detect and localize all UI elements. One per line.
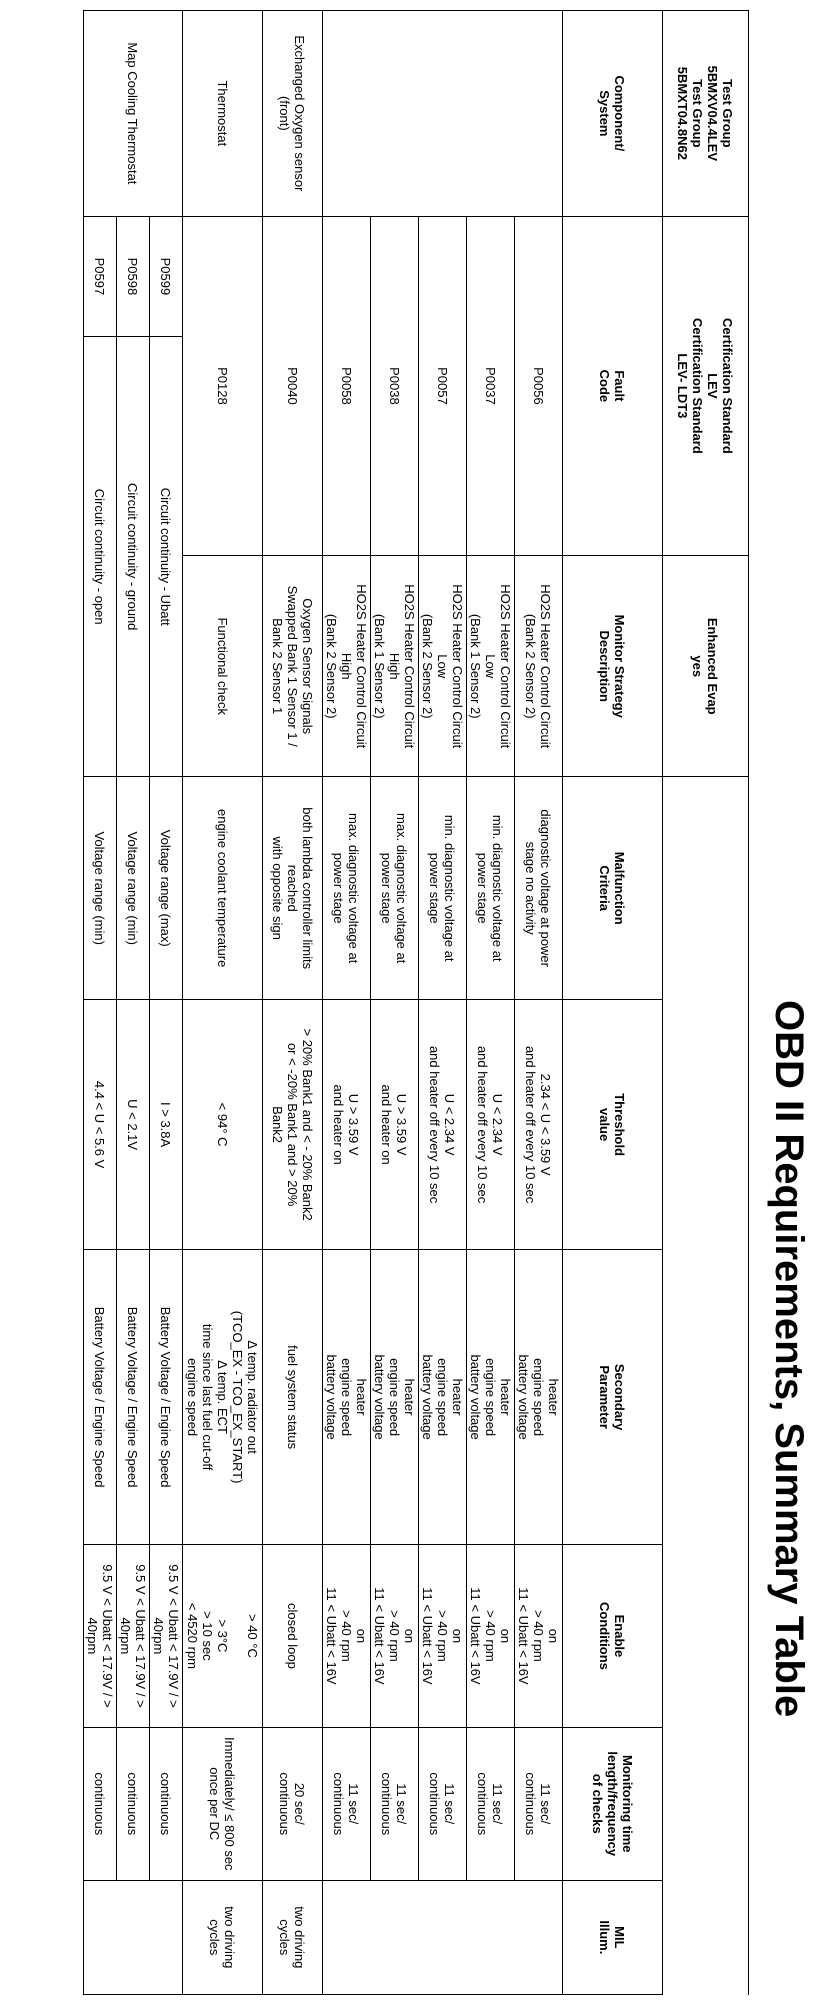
malfunction-criteria: both lambda controller limits reached with opposite sign <box>263 777 323 1000</box>
monitoring-time: Immediately/ ≤ 800 sec once per DC <box>183 1727 263 1880</box>
malfunction-criteria: Voltage range (max) <box>150 777 183 1000</box>
col-malfunction-criteria: Malfunction Criteria <box>563 777 663 1000</box>
secondary-parameter: heater engine speed battery voltage <box>323 1250 371 1545</box>
threshold-value: I > 3.8A <box>150 999 183 1249</box>
enable-conditions: 9.5 V < Ubatt < 17.9V / > 40rpm <box>117 1545 150 1728</box>
mil-cell-empty <box>323 1880 563 1994</box>
table-row <box>183 11 263 1995</box>
mil-illumination: two driving cycles <box>183 1880 263 1994</box>
secondary-parameter: fuel system status <box>263 1250 323 1545</box>
col-mil: MIL Illum. <box>563 1880 663 1994</box>
table-filler-row <box>8 11 84 1995</box>
monitor-desc: Oxygen Sensor Signals Swapped Bank 1 Sensor 1 / Bank 2 Sensor 1 <box>263 556 323 777</box>
monitor-desc: HO2S Heater Control Circuit Low (Bank 1 Sensor 2) <box>467 556 515 777</box>
monitor-desc: HO2S Heater Control Circuit (Bank 2 Sensor 2) <box>515 556 563 777</box>
evap-cell: Enhanced Evap yes <box>663 556 749 777</box>
threshold-value: < 94° C <box>183 999 263 1249</box>
enable-conditions: on > 40 rpm 11 < Ubatt < 16V <box>467 1545 515 1728</box>
threshold-value: 4.4 < U < 5.6 V <box>84 999 117 1249</box>
component-system: Exchanged Oxygen sensor (front) <box>263 11 323 217</box>
malfunction-criteria: engine coolant temperature <box>183 777 263 1000</box>
malfunction-criteria: Voltage range (min) <box>84 777 117 1000</box>
monitoring-time: 20 sec/ continuous <box>263 1727 323 1880</box>
page-title: OBD II Requirements, Summary Table <box>767 1000 812 1718</box>
fault-code: P0040 <box>263 216 323 555</box>
monitoring-time: 11 sec/ continuous <box>323 1727 371 1880</box>
col-monitor-strategy: Monitor Strategy Description <box>563 556 663 777</box>
monitoring-time: 11 sec/ continuous <box>515 1727 563 1880</box>
obd-summary-table <box>8 10 749 1995</box>
col-monitoring-time: Monitoring time length/frequency of checks <box>563 1727 663 1880</box>
secondary-parameter: Battery Voltage / Engine Speed <box>84 1250 117 1545</box>
monitor-desc: Circuit continuity - ground <box>117 337 150 777</box>
component-system: Map Cooling Thermostat <box>84 11 183 217</box>
enable-conditions: closed loop <box>263 1545 323 1728</box>
malfunction-criteria: diagnostic voltage at power stage no activity <box>515 777 563 1000</box>
secondary-parameter: Battery Voltage / Engine Speed <box>150 1250 183 1545</box>
threshold-value: U > 3.59 V and heater on <box>371 999 419 1249</box>
table-row <box>150 11 183 1995</box>
col-threshold: Threshold value <box>563 999 663 1249</box>
certification-cell: Certification Standard LEV Certification Standard LEV- LDT3 <box>663 216 749 555</box>
enable-conditions: on > 40 rpm 11 < Ubatt < 16V <box>323 1545 371 1728</box>
monitoring-time: continuous <box>84 1727 117 1880</box>
secondary-parameter: heater engine speed battery voltage <box>419 1250 467 1545</box>
table-row <box>117 11 150 1995</box>
monitor-desc: Functional check <box>183 556 263 777</box>
fault-code: P0056 <box>515 216 563 555</box>
monitoring-time: 11 sec/ continuous <box>371 1727 419 1880</box>
malfunction-criteria: Voltage range (min) <box>117 777 150 1000</box>
fault-code: P0038 <box>371 216 419 555</box>
table-row <box>371 11 419 1995</box>
threshold-value: U < 2.34 V and heater off every 10 sec <box>419 999 467 1249</box>
table-row <box>515 11 563 1995</box>
secondary-parameter: Battery Voltage / Engine Speed <box>117 1250 150 1545</box>
secondary-parameter: heater engine speed battery voltage <box>371 1250 419 1545</box>
monitor-desc: Circuit continuity - Ubatt <box>150 337 183 777</box>
table-row <box>263 11 323 1995</box>
header-row <box>663 11 749 1995</box>
monitor-desc: HO2S Heater Control Circuit High (Bank 1 Sensor 2) <box>371 556 419 777</box>
header-blank-cell <box>663 777 749 1995</box>
mil-cell-empty <box>84 1880 183 1994</box>
monitoring-time: 11 sec/ continuous <box>467 1727 515 1880</box>
column-header-row <box>563 11 663 1995</box>
malfunction-criteria: max. diagnostic voltage at power stage <box>323 777 371 1000</box>
enable-conditions: on > 40 rpm 11 < Ubatt < 16V <box>419 1545 467 1728</box>
enable-conditions: 9.5 V < Ubatt < 17.9V / > 40rpm <box>150 1545 183 1728</box>
secondary-parameter: heater engine speed battery voltage <box>467 1250 515 1545</box>
enable-conditions: on > 40 rpm 11 < Ubatt < 16V <box>515 1545 563 1728</box>
fault-code: P0057 <box>419 216 467 555</box>
component-system: Thermostat <box>183 11 263 217</box>
fault-code: P0597 <box>84 216 117 336</box>
fault-code: P0037 <box>467 216 515 555</box>
monitor-desc: HO2S Heater Control Circuit Low (Bank 2 Sensor 2) <box>419 556 467 777</box>
monitoring-time: continuous <box>117 1727 150 1880</box>
fault-code: P0058 <box>323 216 371 555</box>
threshold-value: U < 2.34 V and heater off every 10 sec <box>467 999 515 1249</box>
table-row <box>323 11 371 1995</box>
malfunction-criteria: min. diagnostic voltage at power stage <box>419 777 467 1000</box>
threshold-value: U > 3.59 V and heater on <box>323 999 371 1249</box>
malfunction-criteria: min. diagnostic voltage at power stage <box>467 777 515 1000</box>
monitor-desc: Circuit continuity - open <box>84 337 117 777</box>
component-cell-empty <box>323 11 563 217</box>
col-fault-code: Fault Code <box>563 216 663 555</box>
table-row <box>467 11 515 1995</box>
table-row <box>84 11 117 1995</box>
monitor-desc: HO2S Heater Control Circuit High (Bank 2 Sensor 2) <box>323 556 371 777</box>
enable-conditions: on > 40 rpm 11 < Ubatt < 16V <box>371 1545 419 1728</box>
enable-conditions: > 40 °C > 3°C > 10 sec < 4520 rpm <box>183 1545 263 1728</box>
secondary-parameter: heater engine speed battery voltage <box>515 1250 563 1545</box>
col-component: Component/ System <box>563 11 663 217</box>
enable-conditions: 9.5 V < Ubatt < 17.9V / > 40rpm <box>84 1545 117 1728</box>
monitoring-time: continuous <box>150 1727 183 1880</box>
table-row <box>419 11 467 1995</box>
secondary-parameter: Δ temp. radiator out (TCO_EX - TCO_EX_START) Δ temp. ECT time since last fuel cut-off engine speed <box>183 1250 263 1545</box>
title-bar <box>759 0 819 2001</box>
col-secondary: Secondary Parameter <box>563 1250 663 1545</box>
monitoring-time: 11 sec/ continuous <box>419 1727 467 1880</box>
col-enable: Enable Conditions <box>563 1545 663 1728</box>
fault-code: P0598 <box>117 216 150 336</box>
threshold-value: 2.34 < U < 3.59 V and heater off every 10 sec <box>515 999 563 1249</box>
test-group-cell: Test Group 5BMXV04.4LEV Test Group 5BMXT04.8N62 <box>663 11 749 217</box>
malfunction-criteria: max. diagnostic voltage at power stage <box>371 777 419 1000</box>
threshold-value: > 20% Bank1 and < - 20% Bank2 or < -20% Bank1 and > 20% Bank2 <box>263 999 323 1249</box>
mil-illumination: two driving cycles <box>263 1880 323 1994</box>
fault-code: P0128 <box>183 216 263 555</box>
fault-code: P0599 <box>150 216 183 336</box>
threshold-value: U < 2.1V <box>117 999 150 1249</box>
